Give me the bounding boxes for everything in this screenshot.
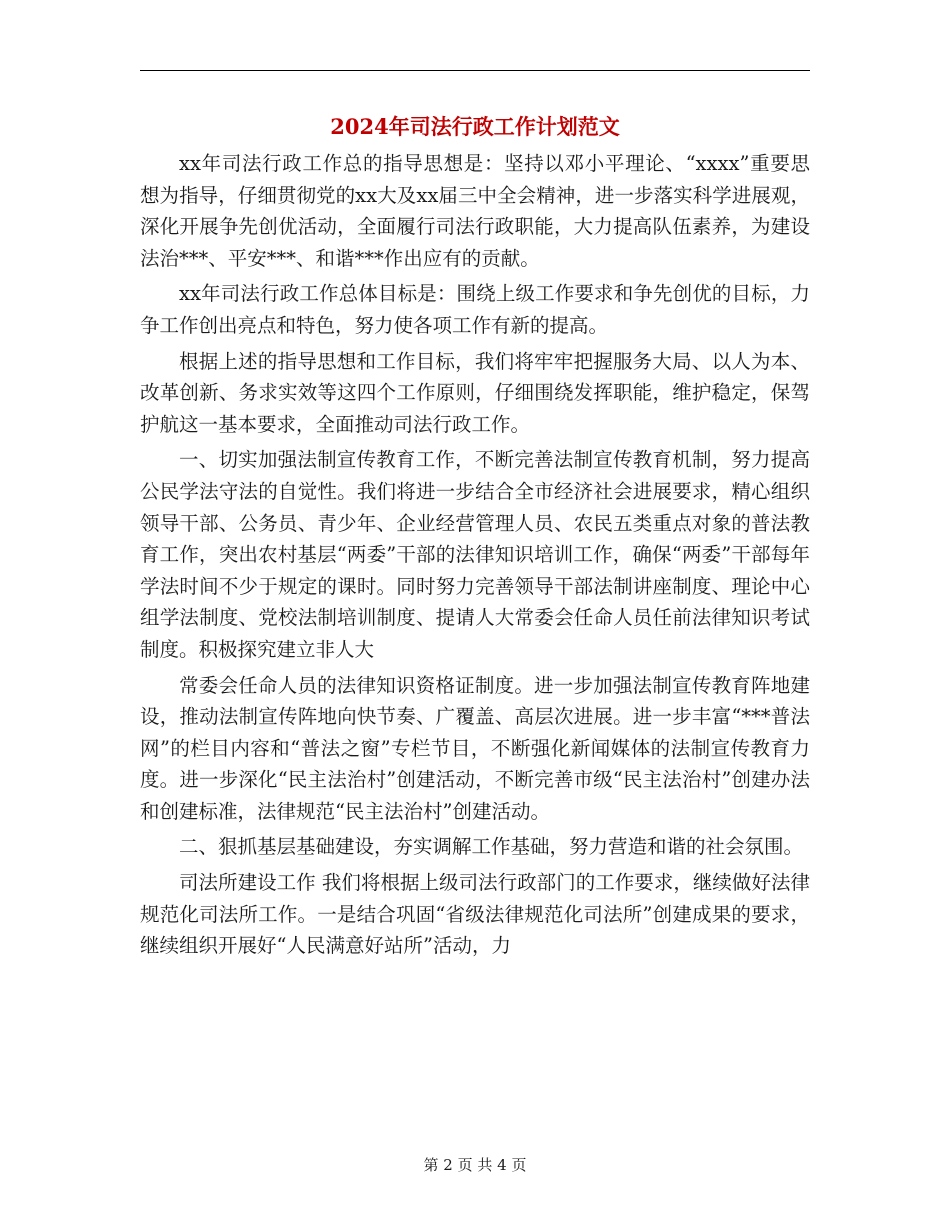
paragraph-guiding-thought: xx年司法行政工作总的指导思想是：坚持以邓小平理论、“xxxx”重要思想为指导，仔细贯彻党的xx大及xx届三中全会精神，进一步落实科学进展观，深化开展争先创优活动，全面履行司法行政职能，大力提高队伍素养，为建设法治***、平安***、和谐***作出应有的贡献。	[140, 152, 810, 270]
page-number: 第 2 页 共 4 页	[423, 1156, 527, 1174]
paragraph-overall-goal: xx年司法行政工作总体目标是：围绕上级工作要求和争先创优的目标，力争工作创出亮点和特色，努力使各项工作有新的提高。	[140, 282, 810, 337]
paragraph-judicial-office: 司法所建设工作 我们将根据上级司法行政部门的工作要求，继续做好法律规范化司法所工作。一是结合巩固“省级法律规范化司法所”创建成果的要求，继续组织开展好“人民满意好站所”活动，力	[140, 871, 810, 958]
document-body	[140, 148, 810, 966]
paragraph-section-two: 二、狠抓基层基础建设，夯实调解工作基础，努力营造和谐的社会氛围。	[179, 835, 804, 859]
paragraph-section-one-continued: 常委会任命人员的法律知识资格证制度。进一步加强法制宣传教育阵地建设，推动法制宣传阵地向快节奏、广覆盖、高层次进展。进一步丰富“***普法网”的栏目内容和“普法之窗”专栏节目，不断强化新闻媒体的法制宣传教育力度。进一步深化“民主法治村”创建活动，不断完善市级“民主法治村”创建办法和创建标准，法律规范“民主法治村”创建活动。	[140, 673, 810, 823]
document-title: 2024年司法行政工作计划范文	[330, 114, 620, 139]
paragraph-work-principles: 根据上述的指导思想和工作目标，我们将牢牢把握服务大局、以人为本、改革创新、务求实效等这四个工作原则，仔细围绕发挥职能，维护稳定，保驾护航这一基本要求，全面推动司法行政工作。	[140, 349, 810, 436]
header-rule	[140, 70, 810, 71]
paragraph-section-one: 一、切实加强法制宣传教育工作，不断完善法制宣传教育机制，努力提高公民学法守法的自觉性。我们将进一步结合全市经济社会进展要求，精心组织领导干部、公务员、青少年、企业经营管理人员、农民五类重点对象的普法教育工作，突出农村基层“两委”干部的法律知识培训工作，确保“两委”干部每年学法时间不少于规定的课时。同时努力完善领导干部法制讲座制度、理论中心组学法制度、党校法制培训制度、提请人大常委会任命人员任前法律知识考试制度。积极探究建立非人大	[140, 448, 810, 661]
